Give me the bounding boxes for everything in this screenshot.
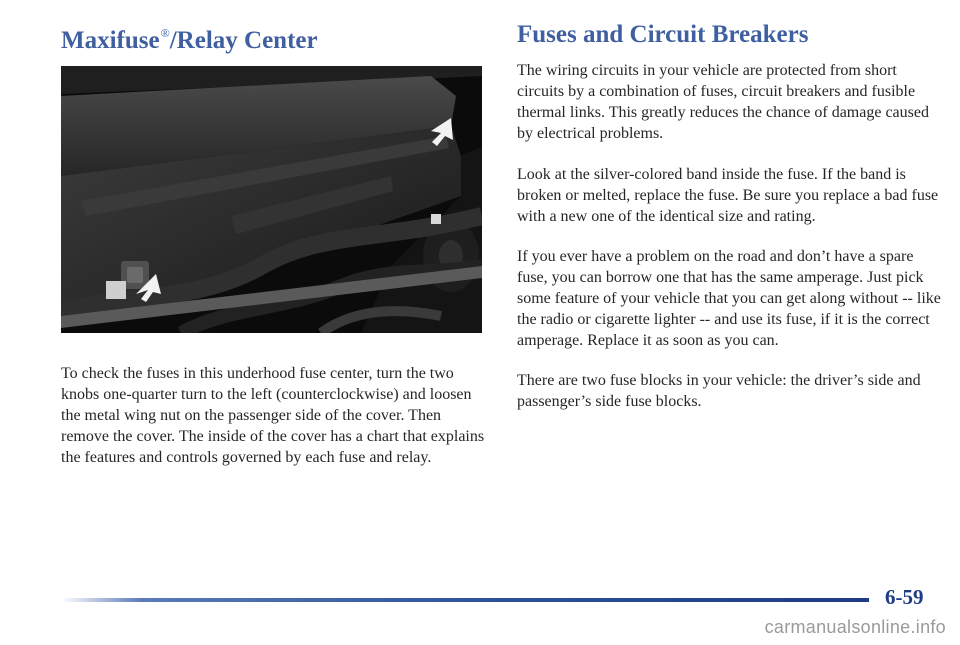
engine-bay-illustration [61,66,482,333]
paragraph-check-band: Look at the silver-colored band inside the fuse. If the band is broken or melted, replace the fuse. Be sure you replace a bad fuse with a new one of the identical size and rating. [517,166,939,225]
paragraph-circuits: The wiring circuits in your vehicle are protected from short circuits by a combination of fuses, circuit breakers and fusible thermal links. This greatly reduces the chance of damage caused by electrical problems. [517,62,929,142]
fuse-center-heading [61,18,318,56]
paragraph-borrow-fuse: If you ever have a problem on the road and don’t have a spare fuse, you can borrow one that has the same amperage. Just pick some feature of your vehicle that you can get along without -- like the radio or cigarette lighter -- and use its fuse, if it is the correct amperage. Replace it as soon as you can. [517,248,941,349]
paragraph-fuse-blocks: There are two fuse blocks in your vehicle: the driver’s side and passenger’s side fuse blocks. [517,372,921,410]
heading-text-rest: /Relay Center [169,27,318,54]
registered-mark: ® [160,26,170,40]
heading-text: Maxifuse [61,27,160,54]
fuse-center-photo [61,66,482,333]
site-watermark: carmanualsonline.info [764,617,946,637]
page-number: 6-59 [885,585,924,609]
fuse-center-instructions: To check the fuses in this underhood fuse center, turn the two knobs one-quarter turn to the left (counterclockwise) and loosen the metal wing nut on the passenger side of the cover. Then remove the cover. The inside of the cover has a chart that explains the features and controls governed by each fuse and relay. [61,365,485,466]
fuses-breakers-heading: Fuses and Circuit Breakers [517,21,809,48]
footer-rule [61,598,869,602]
